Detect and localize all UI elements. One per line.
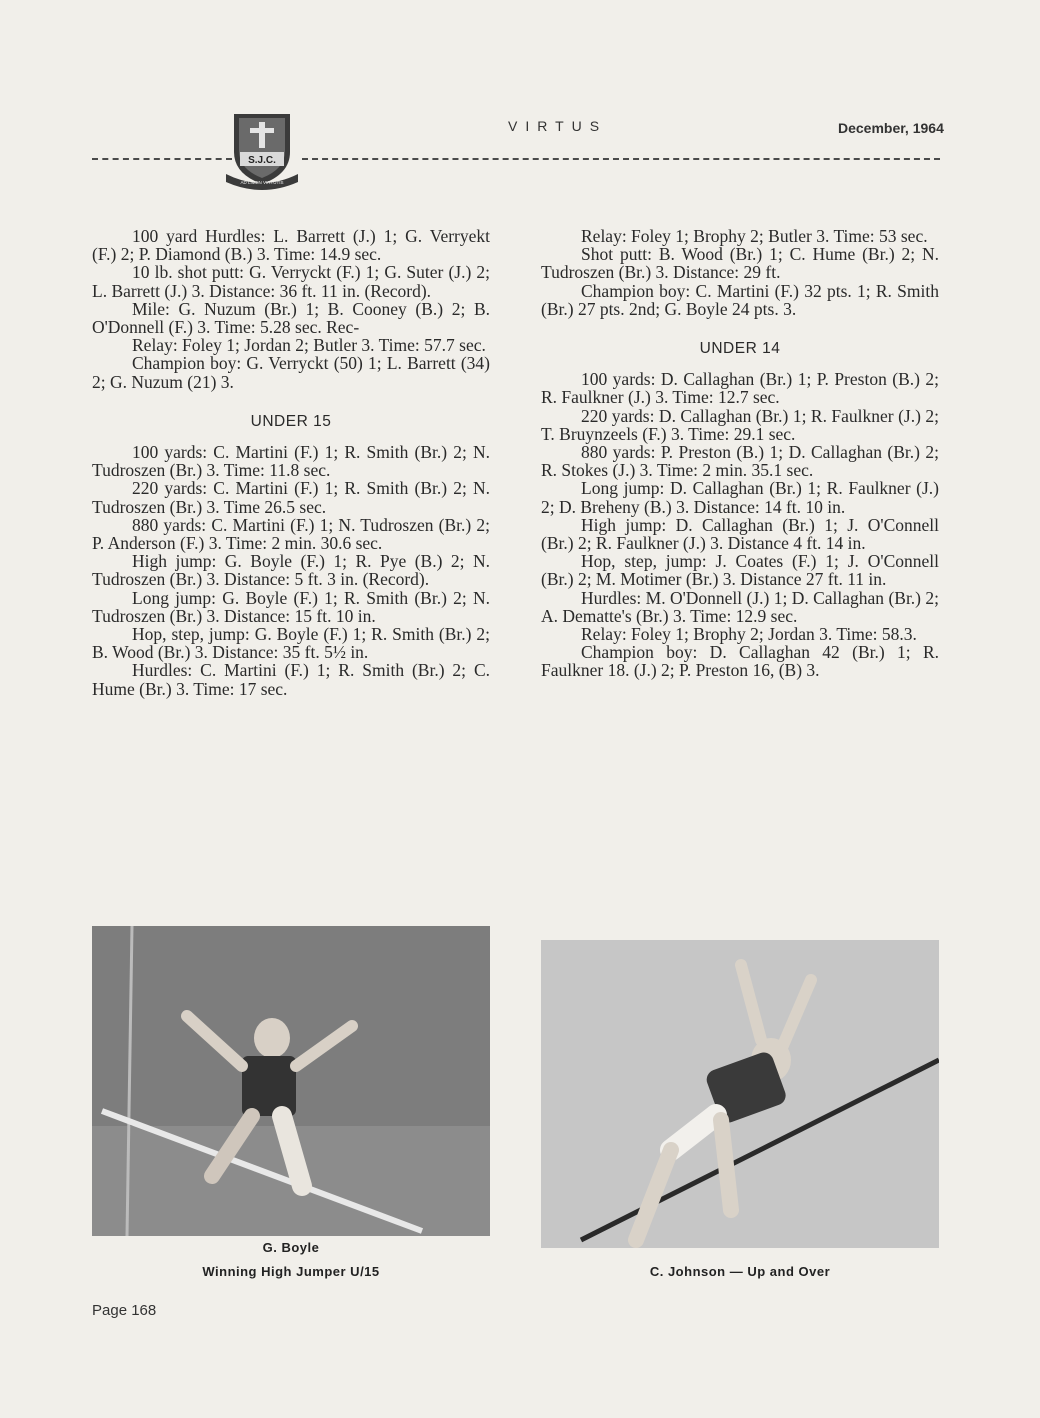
result-paragraph: 100 yards: C. Martini (F.) 1; R. Smith (Br.) 2; N. Tudroszen (Br.) 3. Time: 11.8 sec. (92, 442, 490, 481)
result-paragraph: Hop, step, jump: G. Boyle (F.) 1; R. Smith (Br.) 2; B. Wood (Br.) 3. Distance: 35 ft. 5½ in. (92, 624, 490, 663)
issue-date: December, 1964 (838, 120, 944, 136)
crest-motto: AD LIMEN VIRTUTIS (240, 180, 284, 185)
header-rule-left (92, 158, 232, 160)
high-jump-photo-boyle (92, 926, 490, 1236)
magazine-title: VIRTUS (508, 118, 608, 134)
result-paragraph: Relay: Foley 1; Brophy 2; Jordan 3. Time: 58.3. (581, 624, 917, 645)
section-heading-under-15: UNDER 15 (250, 412, 332, 430)
section-heading-under-14: UNDER 14 (699, 340, 781, 358)
result-paragraph: Mile: G. Nuzum (Br.) 1; B. Cooney (B.) 2; B. O'Donnell (F.) 3. Time: 5.28 sec. Rec- (92, 298, 490, 338)
result-paragraph: 100 yards: D. Callaghan (Br.) 1; P. Preston (B.) 2; R. Faulkner (J.) 3. Time: 12.7 sec. (541, 369, 939, 408)
crest-initials: S.J.C. (248, 155, 276, 166)
result-paragraph: High jump: G. Boyle (F.) 1; R. Pye (B.) 2; N. Tudroszen (Br.) 3. Distance: 5 ft. 3 in. (Record). (92, 551, 490, 590)
result-paragraph: Relay: Foley 1; Jordan 2; Butler 3. Time: 57.7 sec. (132, 335, 486, 356)
school-crest-icon (226, 108, 298, 190)
result-paragraph: Hop, step, jump: J. Coates (F.) 1; J. O'Connell (Br.) 2; M. Motimer (Br.) 3. Distance 27 ft. 11 in. (541, 551, 939, 590)
result-paragraph: Champion boy: C. Martini (F.) 32 pts. 1; R. Smith (Br.) 27 pts. 2nd; G. Boyle 24 pts. 3. (541, 280, 939, 319)
photo-caption-name: G. Boyle (262, 1240, 320, 1255)
photo-caption-right: C. Johnson — Up and Over (649, 1264, 831, 1279)
result-paragraph: Hurdles: C. Martini (F.) 1; R. Smith (Br.) 2; C. Hume (Br.) 3. Time: 17 sec. (92, 660, 490, 699)
result-paragraph: Champion boy: D. Callaghan 42 (Br.) 1; R. Faulkner 18. (J.) 2; P. Preston 16, (B) 3. (541, 642, 939, 681)
result-paragraph: 880 yards: C. Martini (F.) 1; N. Tudroszen (Br.) 2; P. Anderson (F.) 3. Time: 2 min. 30.6 sec. (92, 514, 490, 554)
page-number: Page 168 (92, 1302, 157, 1319)
result-paragraph: High jump: D. Callaghan (Br.) 1; J. O'Connell (Br.) 2; R. Faulkner (J.) 3. Distance 4 ft. 14 in. (541, 514, 939, 554)
result-paragraph: Long jump: D. Callaghan (Br.) 1; R. Faulkner (J.) 2; D. Breheny (B.) 3. Distance: 14 ft. 10 in. (541, 478, 939, 517)
result-paragraph: Hurdles: M. O'Donnell (J.) 1; D. Callaghan (Br.) 2; A. Dematte's (Br.) 3. Time: 12.9 sec. (541, 587, 939, 626)
high-jump-photo-johnson (541, 940, 939, 1248)
result-paragraph: Shot putt: B. Wood (Br.) 1; C. Hume (Br.) 2; N. Tudroszen (Br.) 3. Distance: 29 ft. (541, 244, 939, 283)
result-paragraph: 100 yard Hurdles: L. Barrett (J.) 1; G. Verryekt (F.) 2; P. Diamond (B.) 3. Time: 14.9 sec. (92, 226, 490, 265)
result-paragraph: 10 lb. shot putt: G. Verryckt (F.) 1; G. Suter (J.) 2; L. Barrett (J.) 3. Distance: 36 ft. 11 in. (Record). (92, 262, 490, 301)
right-column (541, 227, 939, 680)
left-column (92, 227, 490, 698)
header-rule-right (302, 158, 940, 160)
result-paragraph: 220 yards: C. Martini (F.) 1; R. Smith (Br.) 2; N. Tudroszen (Br.) 3. Time 26.5 sec. (92, 478, 490, 517)
result-paragraph: Long jump: G. Boyle (F.) 1; R. Smith (Br.) 2; N. Tudroszen (Br.) 3. Distance: 15 ft. 10 in. (92, 587, 490, 626)
result-paragraph: Relay: Foley 1; Brophy 2; Butler 3. Time: 53 sec. (581, 226, 928, 246)
result-paragraph: 220 yards: D. Callaghan (Br.) 1; R. Faulkner (J.) 2; T. Bruynzeels (F.) 3. Time: 29.1 sec. (541, 405, 939, 444)
result-paragraph: Champion boy: G. Verryckt (50) 1; L. Barrett (34) 2; G. Nuzum (21) 3. (92, 353, 490, 392)
photo-caption-description: Winning High Jumper U/15 (202, 1264, 380, 1279)
result-paragraph: 880 yards: P. Preston (B.) 1; D. Callaghan (Br.) 2; R. Stokes (J.) 3. Time: 2 min. 35.1 sec. (541, 442, 939, 481)
